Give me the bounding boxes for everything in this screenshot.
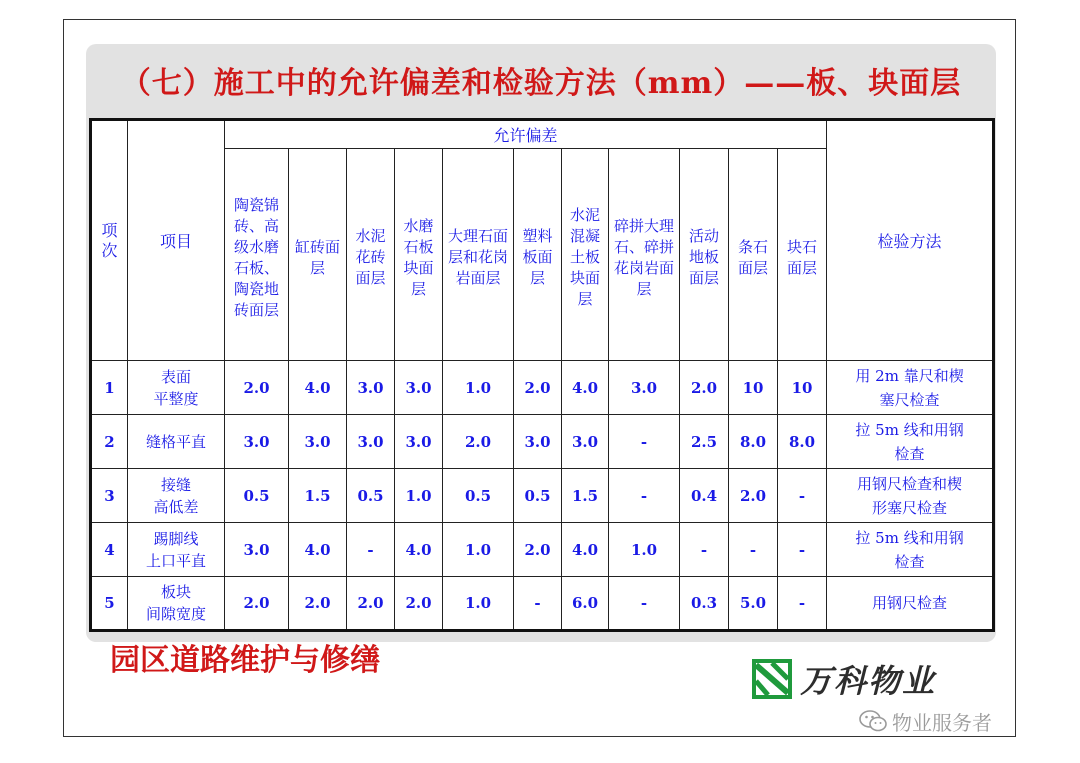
- row-value: 2.5: [680, 415, 729, 469]
- table-row: [91, 415, 994, 469]
- row-value: 8.0: [778, 415, 827, 469]
- row-method: [827, 415, 994, 469]
- tolerance-table: [89, 118, 995, 632]
- row-method-line: 检查: [894, 444, 925, 463]
- row-method-line: 形塞尺检查: [872, 498, 948, 517]
- row-value: -: [347, 523, 395, 577]
- header-seq: 项次: [91, 120, 128, 361]
- row-method: [827, 577, 994, 631]
- row-value: 0.4: [680, 469, 729, 523]
- row-value: 3.0: [395, 361, 443, 415]
- row-value: 3.0: [609, 361, 680, 415]
- row-value: 2.0: [225, 577, 289, 631]
- row-value: 0.3: [680, 577, 729, 631]
- row-value: -: [514, 577, 562, 631]
- row-value: 1.0: [443, 577, 514, 631]
- row-value: 2.0: [395, 577, 443, 631]
- header-row-group: [91, 120, 994, 149]
- column-header-2: 缸砖面层: [289, 149, 347, 361]
- row-value: -: [680, 523, 729, 577]
- row-value: 3.0: [562, 415, 609, 469]
- row-value: 4.0: [562, 361, 609, 415]
- row-value: 1.0: [609, 523, 680, 577]
- row-method: [827, 523, 994, 577]
- row-item-line: 缝格平直: [145, 432, 206, 451]
- column-header-9: 活动地板面层: [680, 149, 729, 361]
- row-value: 2.0: [514, 523, 562, 577]
- row-value: 3.0: [395, 415, 443, 469]
- row-item-line: 平整度: [153, 389, 199, 408]
- column-header-11: 块石面层: [778, 149, 827, 361]
- row-method-line: 拉 5m 线和用钢: [855, 420, 964, 439]
- row-value: -: [778, 577, 827, 631]
- row-value: 4.0: [562, 523, 609, 577]
- row-item: [128, 415, 225, 469]
- watermark-text: 物业服务者: [892, 710, 992, 735]
- row-value: 2.0: [443, 415, 514, 469]
- watermark: [858, 706, 992, 736]
- row-item: [128, 469, 225, 523]
- row-method-line: 拉 5m 线和用钢: [855, 528, 964, 547]
- row-value: 2.0: [225, 361, 289, 415]
- row-value: 2.0: [729, 469, 778, 523]
- row-item-line: 接缝: [160, 475, 191, 494]
- row-value: 3.0: [514, 415, 562, 469]
- table-row: [91, 469, 994, 523]
- column-header-1: 陶瓷锦砖、高级水磨石板、陶瓷地砖面层: [225, 149, 289, 361]
- table-row: [91, 577, 994, 631]
- row-value: 0.5: [443, 469, 514, 523]
- row-item: [128, 577, 225, 631]
- row-value: 2.0: [514, 361, 562, 415]
- column-header-4: 水磨石板块面层: [395, 149, 443, 361]
- column-header-3: 水泥花砖面层: [347, 149, 395, 361]
- row-value: 0.5: [225, 469, 289, 523]
- row-item: [128, 523, 225, 577]
- row-method-line: 用 2m 靠尺和楔: [855, 366, 964, 385]
- row-value: 1.0: [395, 469, 443, 523]
- row-value: 2.0: [289, 577, 347, 631]
- row-value: -: [609, 577, 680, 631]
- row-value: -: [609, 469, 680, 523]
- row-value: 4.0: [289, 523, 347, 577]
- row-method-line: 用钢尺检查和楔: [857, 474, 963, 493]
- row-item-line: 表面: [160, 367, 191, 386]
- row-value: -: [778, 523, 827, 577]
- row-item-line: 板块: [160, 583, 191, 601]
- row-value: 6.0: [562, 577, 609, 631]
- row-value: 3.0: [289, 415, 347, 469]
- row-seq: 5: [91, 577, 128, 631]
- row-value: 3.0: [225, 415, 289, 469]
- vanke-logo-icon: [752, 659, 792, 699]
- column-header-8: 碎拼大理石、碎拼花岗岩面层: [609, 149, 680, 361]
- row-item-line: 间隙宽度: [145, 605, 206, 623]
- column-header-5: 大理石面层和花岗岩面层: [443, 149, 514, 361]
- row-method-line: 检查: [894, 552, 925, 571]
- row-seq: 2: [91, 415, 128, 469]
- row-method: [827, 469, 994, 523]
- row-method-line: 塞尺检查: [879, 390, 940, 409]
- row-value: 1.5: [289, 469, 347, 523]
- row-value: 0.5: [347, 469, 395, 523]
- row-value: 2.0: [347, 577, 395, 631]
- row-value: 10: [729, 361, 778, 415]
- wechat-icon: [858, 709, 888, 733]
- table-row: [91, 361, 994, 415]
- row-value: -: [729, 523, 778, 577]
- row-value: 3.0: [347, 361, 395, 415]
- row-method-line: 用钢尺检查: [872, 594, 948, 612]
- row-value: 1.0: [443, 523, 514, 577]
- row-seq: 3: [91, 469, 128, 523]
- row-value: 2.0: [680, 361, 729, 415]
- column-header-10: 条石面层: [729, 149, 778, 361]
- footer-text: 园区道路维护与修缮: [110, 643, 380, 678]
- row-value: 4.0: [289, 361, 347, 415]
- row-item-line: 踢脚线: [153, 529, 199, 548]
- row-seq: 4: [91, 523, 128, 577]
- row-item-line: 高低差: [153, 497, 199, 516]
- header-item: 项目: [128, 120, 225, 361]
- row-value: 1.5: [562, 469, 609, 523]
- row-item: [128, 361, 225, 415]
- row-value: 4.0: [395, 523, 443, 577]
- vanke-logo: [752, 656, 936, 702]
- column-header-6: 塑料板面层: [514, 149, 562, 361]
- row-value: 1.0: [443, 361, 514, 415]
- header-allowed-deviation: 允许偏差: [225, 120, 827, 149]
- row-seq: 1: [91, 361, 128, 415]
- row-value: -: [609, 415, 680, 469]
- row-value: -: [778, 469, 827, 523]
- row-value: 0.5: [514, 469, 562, 523]
- row-value: 5.0: [729, 577, 778, 631]
- row-value: 10: [778, 361, 827, 415]
- row-method: [827, 361, 994, 415]
- row-item-line: 上口平直: [145, 551, 206, 570]
- logo-text: 万科物业: [800, 662, 937, 700]
- row-value: 3.0: [347, 415, 395, 469]
- row-value: 3.0: [225, 523, 289, 577]
- page-title: （七）施工中的允许偏差和检验方法（mm）——板、块面层: [120, 66, 962, 101]
- table-row: [91, 523, 994, 577]
- column-header-7: 水泥混凝土板块面层: [562, 149, 609, 361]
- header-method: 检验方法: [827, 120, 994, 361]
- row-value: 8.0: [729, 415, 778, 469]
